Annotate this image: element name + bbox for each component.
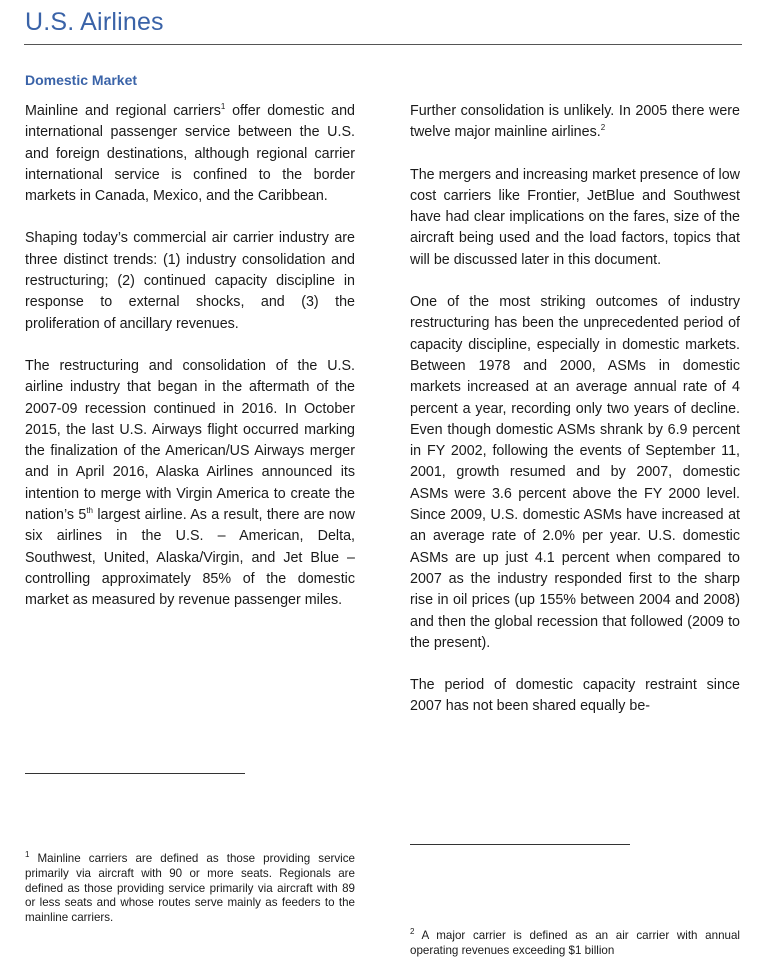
footnote-divider-right xyxy=(410,844,630,845)
left-paragraph-2: Shaping today’s commercial air carrier industry are three distinct trends: (1) industry consolidation and restructuring; (2) continued capacity discipline in response to external shocks, and (3) the proliferation of ancillary revenues. xyxy=(25,230,355,332)
footnote-ref-2: 2 xyxy=(600,123,606,133)
left-paragraph-3: The restructuring and consolidation of the U.S. airline industry that began in the aftermath of the 2007-09 recession continued in 2016. In October 2015, the last U.S. Airways flight occurred marking the finalization of the American/US Airways merger and in April 2016, Alaska Airlines announced its intention to merge with Virgin America to create the nation’s 5th largest airline. As a result, there are now six airlines in the U.S. – American, Delta, Southwest, United, Alaska/Virgin, and Jet Blue – controlling approximately 85% of the domestic market as measured by revenue passenger miles. xyxy=(25,357,355,609)
page-title: U.S. Airlines xyxy=(25,8,164,36)
right-column xyxy=(410,101,740,739)
ordinal-superscript: th xyxy=(86,506,93,516)
section-heading: Domestic Market xyxy=(25,72,138,88)
right-paragraph-4: The period of domestic capacity restraint since 2007 has not been shared equally be- xyxy=(410,677,740,715)
footnote-2: $^2$ A major carrier is defined as an air carrier with annual operating revenues exceeding $1 billion xyxy=(410,927,740,957)
footnote-1: $^1$ Mainline carriers are defined as those providing service primarily via aircraft with 90 or more seats. Regionals are defined as those providing service primarily via aircraft with 89 or less seats and whose routes serve mainly as feeders to the mainline carriers. xyxy=(25,850,355,925)
right-paragraph-3: One of the most striking outcomes of industry restructuring has been the unprecedented period of capacity discipline, especially in domestic markets. Between 1978 and 2000, ASMs in domestic markets increased at an average annual rate of 4 percent a year, recording only two years of decline. Even though domestic ASMs shrank by 6.9 percent in FY 2002, following the events of September 11, 2001, growth resumed and by 2007, domestic ASMs were 3.6 percent above the FY 2000 level. Since 2009, U.S. domestic ASMs have increased at an average rate of 2.0% per year. U.S. domestic ASMs are up just 4.1 percent when compared to 2007 as the industry responded first to the sharp rise in oil prices (up 155% between 2004 and 2008) and then the global recession that followed (2009 to the present). xyxy=(410,294,740,651)
footnote-ref-1: 1 xyxy=(220,102,226,112)
title-divider xyxy=(24,44,742,45)
right-paragraph-2: The mergers and increasing market presence of low cost carriers like Frontier, JetBlue and Southwest have had clear implications on the fares, size of the aircraft being used and the load factors, topics that will be discussed later in this document. xyxy=(410,166,740,268)
right-paragraph-1: Further consolidation is unlikely. In 2005 there were twelve major mainline airlines.$^2$ xyxy=(410,103,740,141)
left-column xyxy=(25,101,355,633)
left-paragraph-1: Mainline and regional carriers$^1$ offer domestic and international passenger service between the U.S. and foreign destinations, although regional carrier international service is confined to the border markets in Canada, Mexico, and the Caribbean. xyxy=(25,102,356,205)
footnote-divider-left xyxy=(25,773,245,774)
